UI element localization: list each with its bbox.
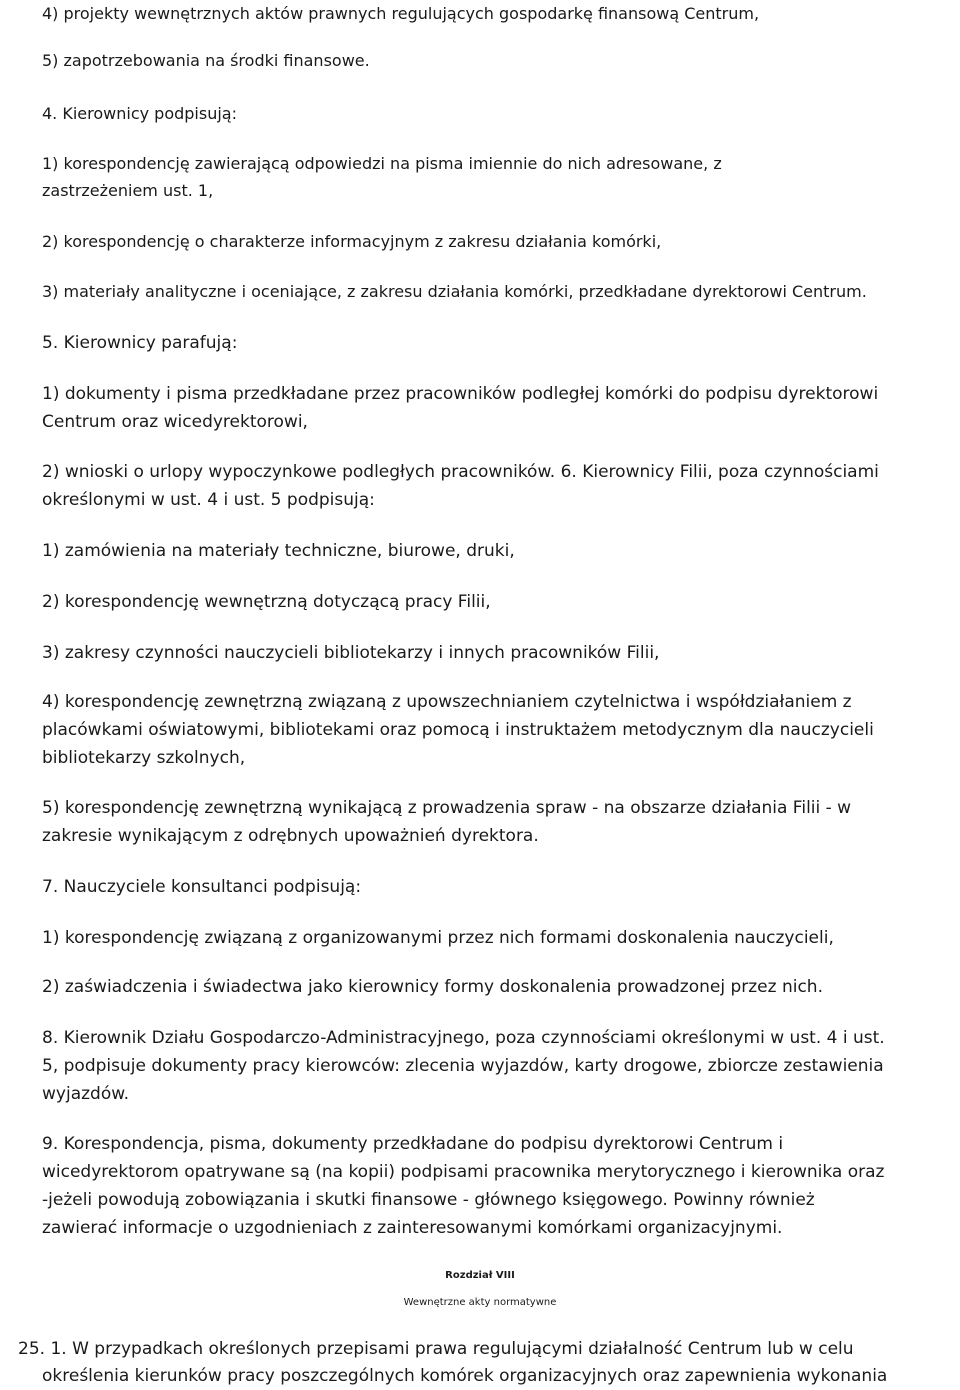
text-line: 1) korespondencję związaną z organizowanymi przez nich formami doskonalenia nauczycieli, <box>42 928 834 948</box>
text-line: 4) korespondencję zewnętrzną związaną z upowszechnianiem czytelnictwa i współdziałaniem z <box>42 692 852 712</box>
text-line: 5) zapotrzebowania na środki finansowe. <box>42 51 370 70</box>
text-line: zakresie wynikającym z odrębnych upoważnień dyrektora. <box>42 826 539 846</box>
text-line: zastrzeżeniem ust. 1, <box>42 181 214 200</box>
text-line: 3) materiały analityczne i oceniające, z zakresu działania komórki, przedkładane dyrektorowi Centrum. <box>42 282 867 301</box>
text-line: wyjazdów. <box>42 1084 129 1104</box>
text-line: 2) korespondencję wewnętrzną dotyczącą pracy Filii, <box>42 592 491 612</box>
text-line: 8. Kierownik Działu Gospodarczo-Administracyjnego, poza czynnościami określonymi w ust. 4 i ust. <box>42 1028 885 1048</box>
text-line: bibliotekarzy szkolnych, <box>42 748 246 768</box>
text-line: placówkami oświatowymi, bibliotekami oraz pomocą i instruktażem metodycznym dla nauczycieli <box>42 720 874 740</box>
text-line: 9. Korespondencja, pisma, dokumenty przedkładane do podpisu dyrektorowi Centrum i <box>42 1134 784 1154</box>
section-heading: 5. Kierownicy parafują: <box>42 333 238 353</box>
text-line: wicedyrektorom opatrywane są (na kopii) podpisami pracownika merytorycznego i kierownika oraz <box>42 1162 885 1182</box>
text-line: 5) korespondencję zewnętrzną wynikającą z prowadzenia spraw - na obszarze działania Filii - w <box>42 798 852 818</box>
text-line: 1) korespondencję zawierającą odpowiedzi na pisma imiennie do nich adresowane, z <box>42 154 722 173</box>
section-heading: 7. Nauczyciele konsultanci podpisują: <box>42 877 362 897</box>
text-line: 1) zamówienia na materiały techniczne, biurowe, druki, <box>42 541 515 561</box>
text-line: -jeżeli powodują zobowiązania i skutki finansowe - głównego księgowego. Powinny również <box>42 1190 815 1210</box>
text-line: 3) zakresy czynności nauczycieli bibliotekarzy i innych pracowników Filii, <box>42 643 660 663</box>
text-line: Centrum oraz wicedyrektorowi, <box>42 412 308 432</box>
text-line: 25. 1. W przypadkach określonych przepisami prawa regulującymi działalność Centrum lub w celu <box>18 1339 854 1359</box>
text-line: 2) wnioski o urlopy wypoczynkowe podległych pracowników. 6. Kierownicy Filii, poza czynnościami <box>42 462 879 482</box>
text-line: określenia kierunków pracy poszczególnych komórek organizacyjnych oraz zapewnienia wykonania <box>42 1366 888 1386</box>
section-heading: 4. Kierownicy podpisują: <box>42 104 237 123</box>
text-line: 4) projekty wewnętrznych aktów prawnych regulujących gospodarkę finansową Centrum, <box>42 4 760 23</box>
text-line: 5, podpisuje dokumenty pracy kierowców: zlecenia wyjazdów, karty drogowe, zbiorcze zestawienia <box>42 1056 884 1076</box>
text-line: zawierać informacje o uzgodnieniach z zainteresowanymi komórkami organizacyjnymi. <box>42 1218 783 1238</box>
text-line: 1) dokumenty i pisma przedkładane przez pracowników podległej komórki do podpisu dyrektorowi <box>42 384 879 404</box>
chapter-subtitle: Wewnętrzne akty normatywne <box>403 1297 557 1308</box>
chapter-title: Rozdział VIII <box>445 1270 515 1281</box>
text-line: 2) korespondencję o charakterze informacyjnym z zakresu działania komórki, <box>42 232 662 251</box>
text-line: określonymi w ust. 4 i ust. 5 podpisują: <box>42 490 375 510</box>
text-line: 2) zaświadczenia i świadectwa jako kierownicy formy doskonalenia prowadzonej przez nich. <box>42 977 823 997</box>
